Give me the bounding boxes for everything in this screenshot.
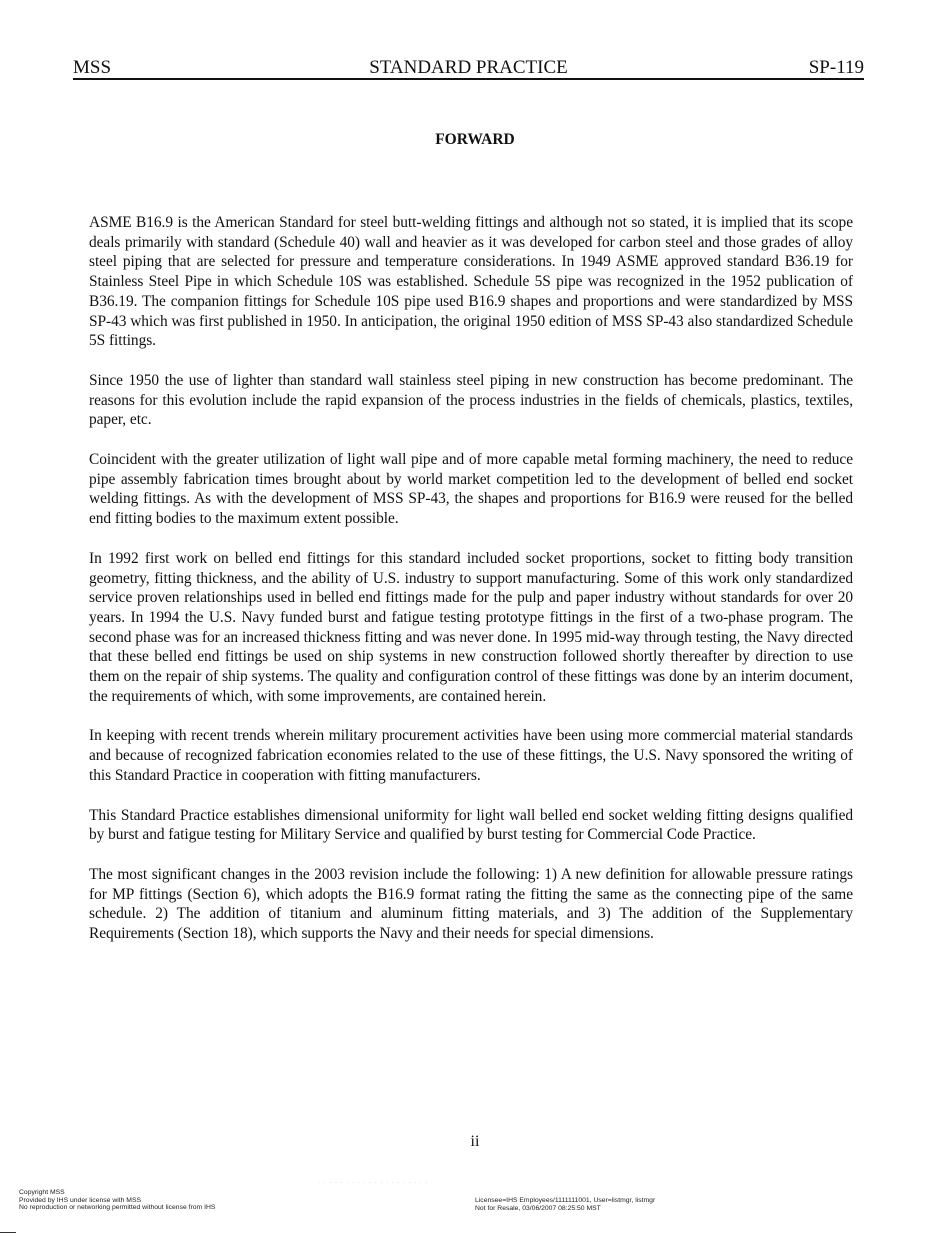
footer-license-line: Not for Resale, 03/06/2007 08:25:50 MST — [475, 1204, 601, 1212]
page-number: ii — [470, 1133, 480, 1150]
running-header — [73, 57, 864, 79]
body-text — [89, 213, 853, 964]
scan-artifact: · · · · · · · · · · · · · · · · · · · · — [318, 1180, 429, 1186]
footer-copyright-line: Provided by IHS under license with MSS — [19, 1196, 142, 1204]
header-document-type: STANDARD PRACTICE — [369, 57, 568, 78]
paragraph-7: The most significant changes in the 2003 revision include the following: 1) A new definition for allowable pressure ratings for MP fittings (Section 6), which adopts the B16.9 format rating the fitting the same as the connecting pipe of the same schedule. 2) The addition of titanium and aluminum fitting materials, and 3) The addition of the Supplementary Requirements (Section 18), which supports the Navy and their needs for special dimensions. — [89, 865, 853, 943]
footer-copyright-line: Copyright MSS — [19, 1189, 65, 1196]
footer-copyright — [19, 1189, 215, 1212]
footer-copyright-line: No reproduction or networking permitted without license from IHS — [19, 1204, 216, 1212]
header-rule — [73, 78, 864, 80]
paragraph-4: In 1992 first work on belled end fittings for this standard included socket proportions, socket to fitting body transition geometry, fitting thickness, and the ability of U.S. industry to support manufacturing. Some of this work only standardized service proven relationships used in belled end fittings made for the pulp and paper industry without standards for over 20 years. In 1994 the U.S. Navy funded burst and fatigue testing prototype fittings in the first of a two-phase program. The second phase was for an increased thickness fitting and was never done. In 1995 mid-way through testing, the Navy directed that these belled end fittings be used on ship systems in new construction followed shortly thereafter by direction to use them on the repair of ship systems. The quality and configuration control of these fittings was done by an interim document, the requirements of which, with some improvements, are contained herein. — [89, 549, 853, 705]
header-organization: MSS — [73, 57, 112, 78]
footer-license — [475, 1197, 655, 1212]
footer-license-line: Licensee=IHS Employees/1111111001, User=listmgr, listmgr — [475, 1197, 656, 1204]
paragraph-5: In keeping with recent trends wherein military procurement activities have been using more commercial material standards and because of recognized fabrication economies related to the use of these fittings, the U.S. Navy sponsored the writing of this Standard Practice in cooperation with fitting manufacturers. — [89, 727, 853, 784]
paragraph-3: Coincident with the greater utilization of light wall pipe and of more capable metal forming machinery, the need to reduce pipe assembly fabrication times brought about by world market competition led to the development of belled end socket welding fittings. As with the development of MSS SP-43, the shapes and proportions for B16.9 were reused for the belled end fitting bodies to the maximum extent possible. — [89, 451, 853, 528]
page-title: FORWARD — [435, 131, 515, 148]
paragraph-1: ASME B16.9 is the American Standard for steel butt-welding fittings and although not so stated, it is implied that its scope deals primarily with standard (Schedule 40) wall and heavier as it was developed for carbon steel and those grades of alloy steel piping that are selected for pressure and temperature considerations. In 1949 ASME approved standard B36.19 for Stainless Steel Pipe in which Schedule 10S was established. Schedule 5S pipe was recognized in the 1952 publication of B36.19. The companion fittings for Schedule 10S pipe used B16.9 shapes and proportions and were standardized by MSS SP-43 which was first published in 1950. In anticipation, the original 1950 edition of MSS SP-43 also standardized Schedule 5S fittings. — [89, 214, 853, 350]
header-document-number: SP-119 — [808, 57, 864, 78]
paragraph-2: Since 1950 the use of lighter than standard wall stainless steel piping in new construction has become predominant. The reasons for this evolution include the rapid expansion of the process industries in the fields of chemicals, plastics, textiles, paper, etc. — [89, 371, 853, 429]
paragraph-6: This Standard Practice establishes dimensional uniformity for light wall belled end socket welding fitting designs qualified by burst and fatigue testing for Military Service and qualified by burst testing for Commercial Code Practice. — [89, 806, 853, 844]
scan-edge-mark — [0, 1232, 16, 1233]
